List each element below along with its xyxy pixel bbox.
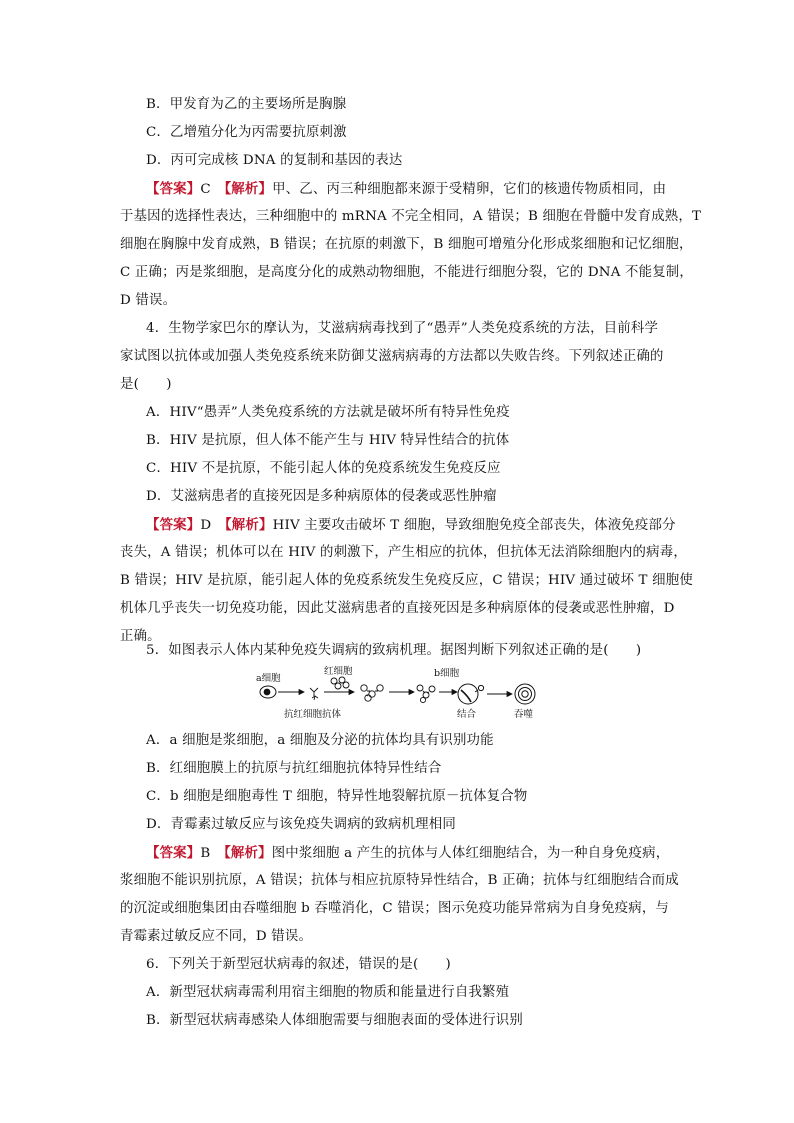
answer-letter: B bbox=[200, 846, 211, 861]
q4-stem-line-3: 是( ) bbox=[120, 377, 172, 392]
b-cell-icon bbox=[458, 684, 484, 704]
q4-analysis-line-4: 机体几乎丧失一切免疫功能，因此艾滋病患者的直接死因是多种病原体的侵袭或恶性肿瘤，D bbox=[120, 601, 675, 616]
q5-option-d: D．青霉素过敏反应与该免疫失调病的致病机理相同 bbox=[146, 817, 456, 832]
q6-option-b: B．新型冠状病毒感染人体细胞需要与细胞表面的受体进行识别 bbox=[146, 1013, 523, 1028]
q4-answer-line bbox=[146, 516, 676, 535]
complex-icon-2 bbox=[417, 685, 435, 703]
answer-letter: D bbox=[200, 518, 212, 533]
q3-option-b: B．甲发育为乙的主要场所是胸腺 bbox=[146, 97, 347, 112]
answer-tag: 【答案】 bbox=[146, 845, 201, 861]
engulf-label: 吞噬 bbox=[514, 709, 534, 720]
q4-option-d: D．艾滋病患者的直接死因是多种病原体的侵袭或恶性肿瘤 bbox=[146, 489, 497, 504]
q3-analysis-line-4: C 正确；丙是浆细胞，是高度分化的成熟动物细胞，不能进行细胞分裂，它的 DNA 不能复制， bbox=[120, 265, 693, 280]
analysis-text: HIV 主要攻击破坏 T 细胞，导致细胞免疫全部丧失，体液免疫部分 bbox=[272, 518, 676, 533]
answer-tag: 【答案】 bbox=[146, 181, 201, 197]
red-cell-icon bbox=[331, 677, 349, 689]
answer-letter: C bbox=[200, 182, 211, 197]
analysis-tag: 【解析】 bbox=[224, 845, 272, 861]
analysis-tag: 【解析】 bbox=[224, 181, 273, 197]
q3-analysis-line-5: D 错误。 bbox=[120, 293, 177, 308]
analysis-text: 图中浆细胞 a 产生的抗体与人体红细胞结合，为一种自身免疫病， bbox=[271, 846, 670, 861]
q4-analysis-line-5: 正确。 bbox=[120, 629, 161, 644]
q5-option-b: B．红细胞膜上的抗原与抗红细胞抗体特异性结合 bbox=[146, 761, 442, 776]
diagram-svg bbox=[254, 664, 554, 726]
q5-analysis-line-3: 的沉淀或细胞集团由吞噬细胞 b 吞噬消化，C 错误；图示免疫功能异常病为自身免疫病，与 bbox=[120, 901, 670, 916]
q5-option-a: A．a 细胞是浆细胞，a 细胞及分泌的抗体均具有识别功能 bbox=[146, 733, 494, 748]
q4-analysis-line-2: 丧失，A 错误；机体可以在 HIV 的刺激下，产生相应的抗体，但抗体无法消除细胞内的病毒， bbox=[120, 545, 687, 560]
q3-option-c: C．乙增殖分化为丙需要抗原刺激 bbox=[146, 125, 347, 140]
engulf-icon bbox=[515, 684, 535, 704]
q4-stem-line-2: 家试图以抗体或加强人类免疫系统来防御艾滋病病毒的方法都以失败告终。下列叙述正确的 bbox=[120, 349, 664, 364]
complex-icon bbox=[361, 685, 383, 701]
q3-option-d: D．丙可完成核 DNA 的复制和基因的表达 bbox=[146, 153, 403, 168]
a-cell-label: a细胞 bbox=[256, 673, 281, 684]
q6-stem: 6．下列关于新型冠状病毒的叙述，错误的是( ) bbox=[146, 957, 451, 972]
q5-stem: 5．如图表示人体内某种免疫失调病的致病机理。据图判断下列叙述正确的是( ) bbox=[146, 643, 642, 658]
q5-answer-line bbox=[146, 844, 669, 863]
q4-analysis-line-3: B 错误；HIV 是抗原，能引起人体的免疫系统发生免疫反应，C 错误；HIV 通过破坏 T 细胞使 bbox=[120, 573, 693, 588]
q5-option-c: C．b 细胞是细胞毒性 T 细胞，特异性地裂解抗原－抗体复合物 bbox=[146, 789, 528, 804]
antibody-label: 抗红细胞抗体 bbox=[284, 709, 342, 720]
bind-label: 结合 bbox=[457, 709, 477, 720]
q3-analysis-line-3: 细胞在胸腺中发育成熟，B 错误；在抗原的刺激下，B 细胞可增殖分化形成浆细胞和记忆细胞， bbox=[120, 237, 693, 252]
answer-tag: 【答案】 bbox=[146, 517, 201, 533]
a-cell-icon bbox=[260, 686, 276, 698]
q3-analysis-line-2: 于基因的选择性表达，三种细胞中的 mRNA 不完全相同，A 错误；B 细胞在骨髓中发育成熟，T bbox=[120, 209, 702, 224]
q6-option-a: A．新型冠状病毒需利用宿主细胞的物质和能量进行自我繁殖 bbox=[146, 985, 510, 1000]
q5-analysis-line-2: 浆细胞不能识别抗原，A 错误；抗体与相应抗原特异性结合，B 正确；抗体与红细胞结合而成 bbox=[120, 873, 679, 888]
q4-option-b: B．HIV 是抗原，但人体不能产生与 HIV 特异性结合的抗体 bbox=[146, 433, 510, 448]
red-cell-label: 红细胞 bbox=[324, 666, 353, 677]
b-cell-label: b细胞 bbox=[434, 668, 460, 679]
analysis-tag: 【解析】 bbox=[224, 517, 273, 533]
immune-disorder-diagram bbox=[254, 664, 554, 726]
antibody-icon bbox=[310, 688, 318, 700]
q5-analysis-line-4: 青霉素过敏反应不同，D 错误。 bbox=[120, 929, 313, 944]
analysis-text: 甲、乙、丙三种细胞都来源于受精卵，它们的核遗传物质相同，由 bbox=[272, 182, 667, 197]
q4-stem-line-1: 4．生物学家巴尔的摩认为，艾滋病病毒找到了“愚弄”人类免疫系统的方法，目前科学 bbox=[146, 321, 659, 336]
q4-option-c: C．HIV 不是抗原，不能引起人体的免疫系统发生免疫反应 bbox=[146, 461, 501, 476]
q3-answer-line bbox=[146, 180, 666, 199]
q4-option-a: A．HIV“愚弄”人类免疫系统的方法就是破坏所有特异性免疫 bbox=[146, 405, 510, 420]
